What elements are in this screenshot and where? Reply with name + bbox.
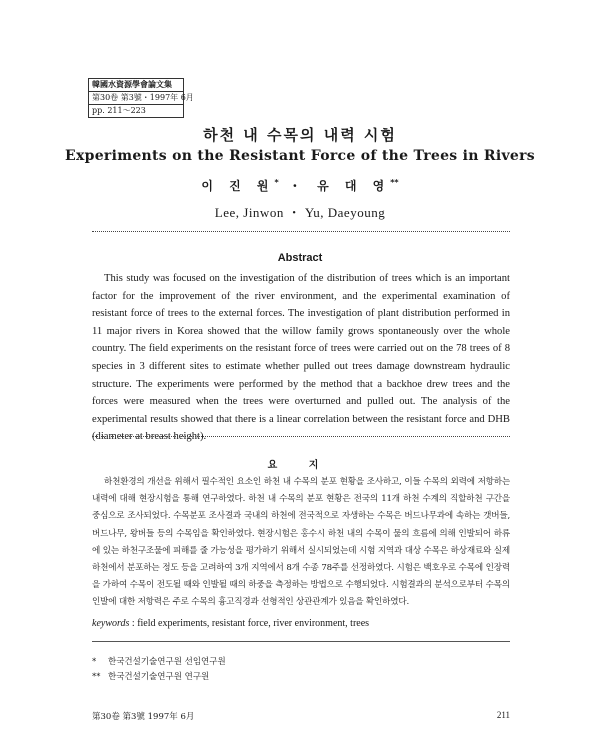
abstract-heading: Abstract bbox=[277, 252, 323, 264]
summary-text: 하천환경의 개선을 위해서 필수적인 요소인 하천 내 수목의 분포 현황을 조사하고, 이들 수목의 외력에 저항하는 내력에 대해 현장시험을 통해 연구하였다. 하천 내 수목의 분포 현황은 전국의 11개 하천 수계의 직할하천 구간을 중심으로 조사되었다. 수목분포 조사결과 국내의 하천에 전국적으로 자생하는 수목은 버드나무과에 속하는 갯버들, 버드나무, 왕버들 등의 수목임을 확인하였다. 현장시험은 홍수시 하천 내의 수목이 물의 흐름에 의해 인발되어 하류에 있는 하천구조물에 피해를 줄 가능성을 평가하기 위해서 실시되었는데 시험 지역과 대상 수목은 하상재료와 실제 하천에서 분포하는 정도 등을 고려하여 3개 지역에서 8개 수종 78주를 선정하였다. 시험은 백호우로 수목에 인장력을 가하여 수목이 전도될 때와 인발될 때의 하중을 측정하는 방법으로 수행되었다. 시험결과의 분석으로부터 수목의 인발에 대한 저항력은 주로 수목의 흉고직경과 선형적인 상관관계가 있음을 확인하였다. bbox=[92, 477, 510, 608]
title-korean: 하천 내 수목의 내력 시험 bbox=[203, 126, 397, 144]
abstract-text: This study was focused on the investigation of the distribution of trees which is an important factor for the improvement of the river environment, and the experimental examination of resistant force of trees to the external forces. The investigation of plant distribution performed in 11 major rivers in Korea showed that the willow family grows spontaneously over the whole country. The field experiments on the resistant force of trees were carried out on the 78 trees of 8 species in 3 different sites to estimate whether pulled out trees damage downstream hydraulic structure. The experiments were performed by the method that a backhoe drew trees and the forces were measured when the trees were overturned and pulled out. The analysis of the experimental results showed that there is a linear correlation between the resistant force and DHB (diameter at breast height). bbox=[92, 273, 510, 443]
authors-korean bbox=[0, 177, 600, 194]
footnote-rule bbox=[92, 641, 510, 642]
footer-issue: 第30卷 第3號 1997年 6月 bbox=[92, 712, 195, 722]
journal-pages: pp. 211～223 bbox=[92, 106, 146, 115]
author-2-name: 유 대 영 bbox=[317, 179, 391, 193]
footnote-2 bbox=[92, 670, 209, 682]
title-english: Experiments on the Resistant Force of the Trees in Rivers bbox=[65, 148, 535, 164]
divider-abstract-end bbox=[92, 436, 510, 437]
journal-name: 韓國水資源學會論文集 bbox=[89, 79, 183, 92]
keywords-label: keywords bbox=[92, 618, 130, 629]
author-1-mark: * bbox=[274, 178, 279, 187]
keywords-separator: : bbox=[129, 618, 138, 629]
author-2-mark: ** bbox=[390, 178, 399, 187]
keywords-line bbox=[92, 618, 510, 629]
author-1-name: 이 진 원 bbox=[201, 179, 275, 193]
keywords-text: field experiments, resistant force, river environment, trees bbox=[137, 618, 370, 629]
footnote-1 bbox=[92, 655, 226, 667]
journal-info-box bbox=[88, 78, 194, 118]
footnote-1-mark: * bbox=[92, 657, 97, 667]
divider-top bbox=[92, 231, 510, 232]
footnote-2-mark: ** bbox=[92, 672, 101, 682]
author-separator: ・ bbox=[288, 179, 307, 193]
summary-heading: 요 지 bbox=[267, 460, 333, 471]
journal-volume-issue: 第30卷 第3號・1997年 6月 bbox=[89, 92, 183, 105]
authors-english: Lee, Jinwon ・ Yu, Daeyoung bbox=[214, 205, 386, 220]
page-number: 211 bbox=[496, 710, 510, 720]
footnote-2-text: 한국건설기술연구원 연구원 bbox=[108, 672, 210, 682]
footnote-1-text: 한국건설기술연구원 선임연구원 bbox=[108, 657, 226, 667]
